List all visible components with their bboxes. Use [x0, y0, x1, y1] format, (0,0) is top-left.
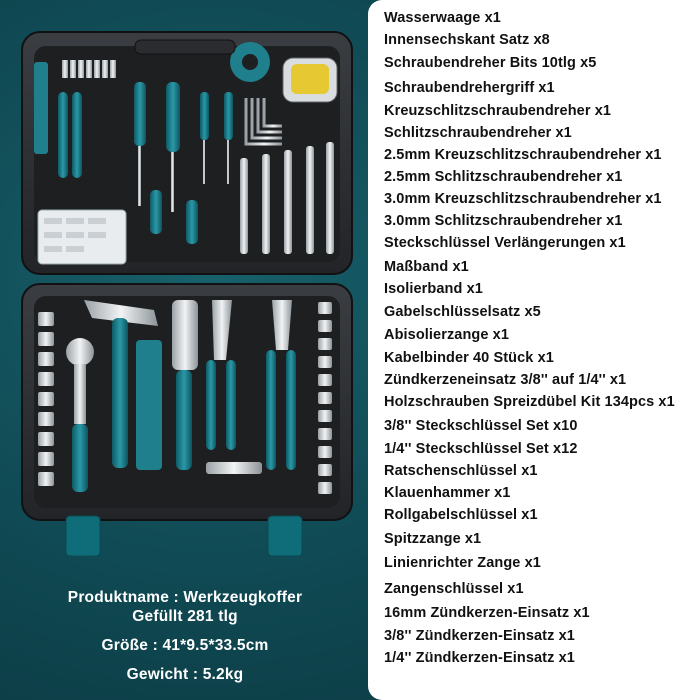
list-item: Wasserwaage x1	[384, 10, 501, 26]
list-item: Linienrichter Zange x1	[384, 555, 541, 571]
list-item: Isolierband x1	[384, 281, 483, 297]
list-item: Spitzzange x1	[384, 531, 482, 547]
product-size: Größe : 41*9.5*33.5cm	[101, 637, 269, 654]
list-item: Schraubendrehergriff x1	[384, 80, 555, 96]
list-item: Zangenschlüssel x1	[384, 581, 524, 597]
list-item: 1/4'' Steckschlüssel Set x12	[384, 441, 578, 457]
case-lid	[22, 32, 352, 274]
list-item: 2.5mm Schlitzschraubendreher x1	[384, 169, 623, 185]
list-item: Maßband x1	[384, 259, 469, 275]
product-name: Produktname : Werkzeugkoffer	[67, 589, 303, 606]
list-item: 3.0mm Schlitzschraubendreher x1	[384, 213, 623, 229]
list-item: Ratschenschlüssel x1	[384, 463, 538, 479]
list-item: Kreuzschlitzschraubendreher x1	[384, 103, 612, 119]
product-specs	[20, 588, 350, 684]
list-item: Kabelbinder 40 Stück x1	[384, 350, 554, 366]
list-item: Schraubendreher Bits 10tlg x5	[384, 55, 597, 71]
list-item: 16mm Zündkerzen-Einsatz x1	[384, 605, 590, 621]
list-item: Rollgabelschlüssel x1	[384, 507, 538, 523]
product-fill-count: Gefüllt 281 tlg	[132, 608, 238, 625]
list-item: Zündkerzeneinsatz 3/8'' auf 1/4'' x1	[384, 372, 627, 388]
contents-list	[384, 10, 675, 672]
list-item: 3.0mm Kreuzschlitzschraubendreher x1	[384, 191, 662, 207]
tool-case-photo	[0, 0, 370, 560]
list-item: 1/4'' Zündkerzen-Einsatz x1	[384, 650, 575, 666]
list-item: Innensechskant Satz x8	[384, 32, 550, 48]
list-item: Abisolierzange x1	[384, 327, 509, 343]
product-weight: Gewicht : 5.2kg	[126, 666, 244, 683]
list-item: 3/8'' Steckschlüssel Set x10	[384, 418, 578, 434]
list-item: 2.5mm Kreuzschlitzschraubendreher x1	[384, 147, 662, 163]
list-item: Gabelschlüsselsatz x5	[384, 304, 541, 320]
case-base	[22, 284, 352, 556]
list-item: Holzschrauben Spreizdübel Kit 134pcs x1	[384, 394, 675, 410]
list-item: Klauenhammer x1	[384, 485, 511, 501]
list-item: Steckschlüssel Verlängerungen x1	[384, 235, 626, 251]
contents-panel	[368, 0, 700, 700]
list-item: Schlitzschraubendreher x1	[384, 125, 572, 141]
list-item: 3/8'' Zündkerzen-Einsatz x1	[384, 628, 575, 644]
